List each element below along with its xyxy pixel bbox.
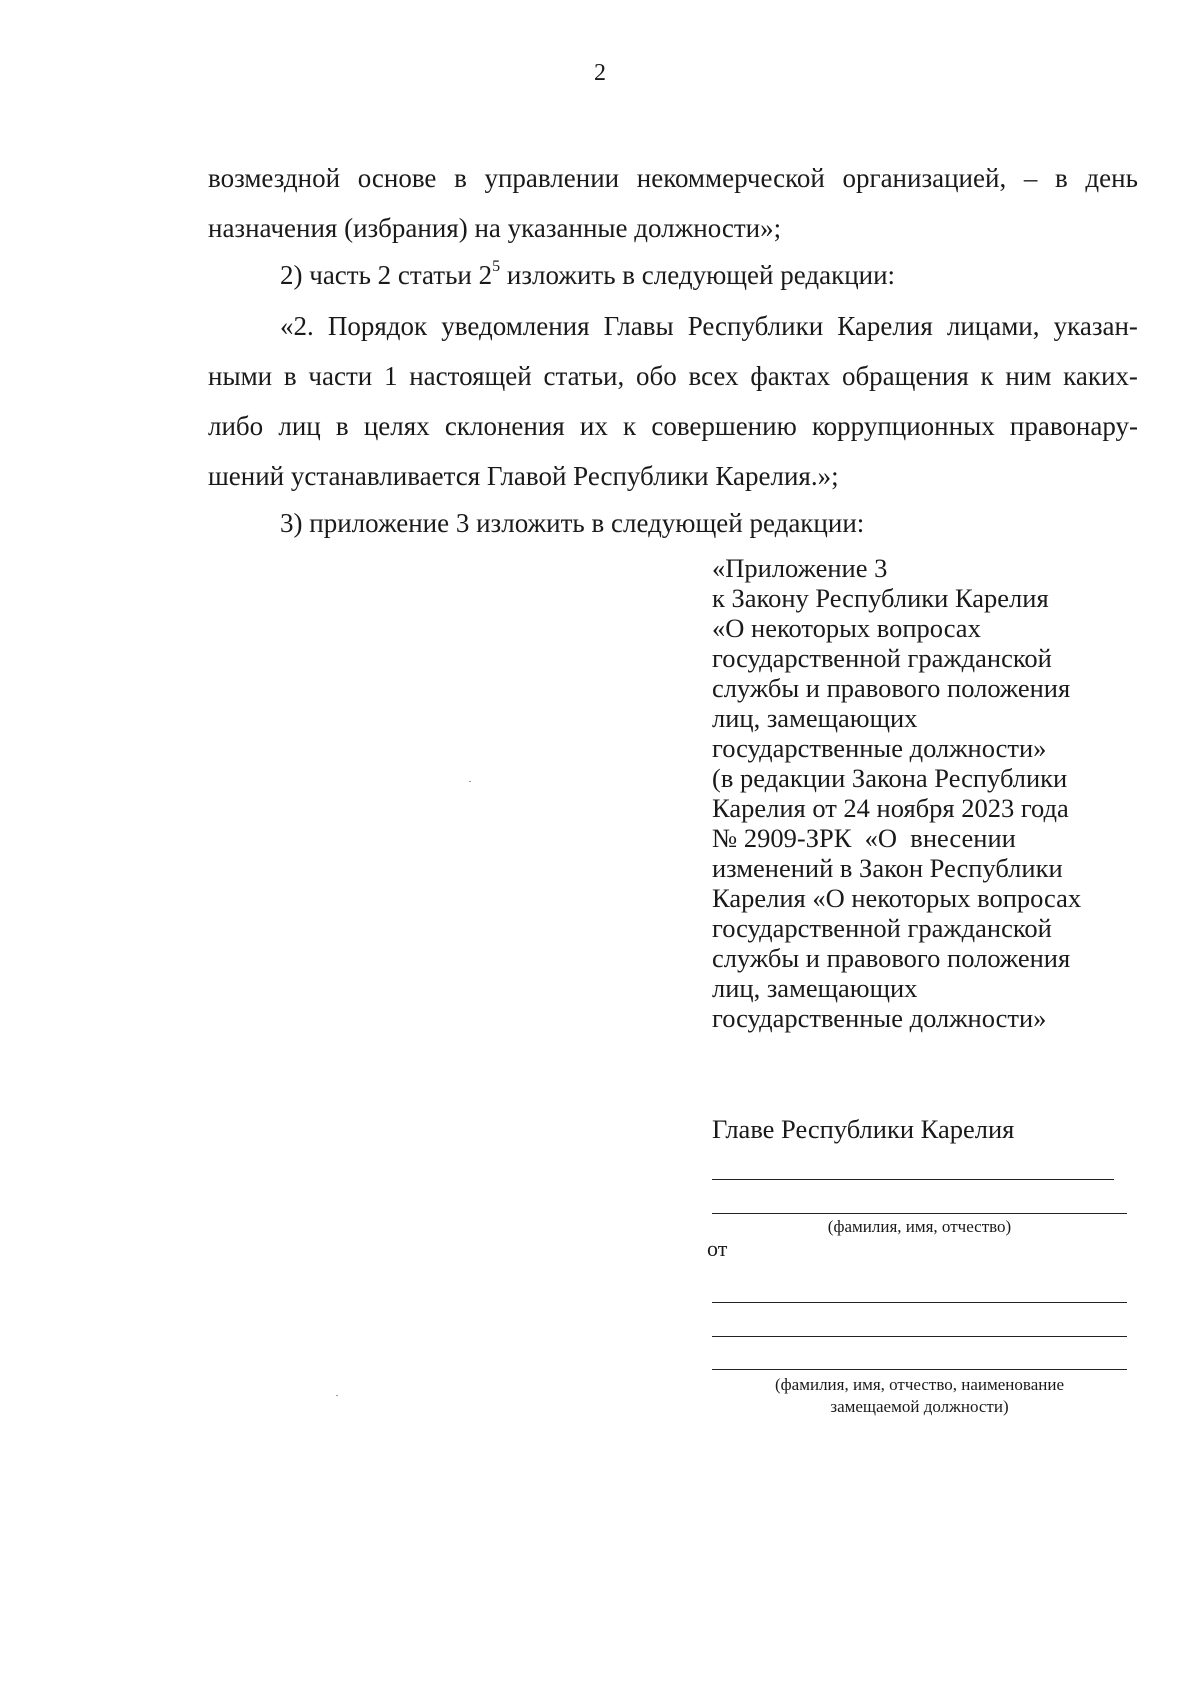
scan-speck bbox=[336, 1395, 338, 1396]
appendix-line: Карелия «О некоторых вопросах bbox=[712, 883, 1082, 913]
word: день bbox=[1085, 163, 1138, 193]
text-line: назначения (избрания) на указанные должности»; bbox=[208, 213, 782, 243]
appendix-line: (в редакции Закона Республики bbox=[712, 763, 1068, 793]
text-line-justified bbox=[208, 401, 1138, 451]
word: целях bbox=[363, 411, 430, 441]
word: правонару- bbox=[1009, 411, 1138, 441]
appendix-heading bbox=[712, 553, 1142, 1033]
scan-speck bbox=[469, 781, 471, 782]
text-line-justified bbox=[208, 153, 1138, 203]
sender-caption bbox=[712, 1374, 1127, 1418]
appendix-line: к Закону Республики Карелия bbox=[712, 583, 1049, 613]
word: «2. bbox=[280, 311, 314, 341]
word: лиц bbox=[278, 411, 321, 441]
text-line-justified bbox=[208, 301, 1138, 351]
appendix-line: «Приложение 3 bbox=[712, 553, 888, 583]
word: каких- bbox=[1063, 361, 1138, 391]
appendix-line: Карелия от 24 ноября 2023 года bbox=[712, 793, 1069, 823]
word: к bbox=[980, 361, 994, 391]
word: статьи, bbox=[543, 361, 625, 391]
word: управлении bbox=[484, 163, 620, 193]
appendix-line: государственные должности» bbox=[712, 1003, 1047, 1033]
word: в bbox=[454, 163, 467, 193]
word: Карелия bbox=[837, 311, 933, 341]
appendix-line: государственные должности» bbox=[712, 733, 1047, 763]
appendix-line: лиц, замещающих bbox=[712, 703, 918, 733]
word: коррупционных bbox=[811, 411, 995, 441]
word: обо bbox=[635, 361, 677, 391]
word: Республики bbox=[687, 311, 824, 341]
paragraph-continuation bbox=[208, 153, 1138, 253]
word: лицами, bbox=[946, 311, 1040, 341]
sender-line-2 bbox=[712, 1336, 1127, 1337]
text-line: шений устанавливается Главой Республики Карелия.»; bbox=[208, 461, 839, 491]
word: всех bbox=[688, 361, 739, 391]
paragraph-item-3: 3) приложение 3 изложить в следующей редакции: bbox=[280, 508, 865, 538]
appendix-line: № 2909-ЗРК «О внесении bbox=[712, 823, 1016, 853]
word: 1 bbox=[383, 361, 398, 391]
item-2-text-start: 2) часть 2 статьи 2 bbox=[280, 260, 493, 290]
sender-caption-line-2: замещаемой должности) bbox=[830, 1397, 1009, 1416]
from-label: от bbox=[707, 1236, 728, 1261]
word: ными bbox=[208, 361, 273, 391]
word: некоммерческой bbox=[636, 163, 825, 193]
superscript-index: 5 bbox=[492, 258, 501, 275]
word: ним bbox=[1005, 361, 1052, 391]
word: либо bbox=[208, 411, 264, 441]
recipient-caption: (фамилия, имя, отчество) bbox=[827, 1217, 1012, 1236]
word: настоящей bbox=[409, 361, 532, 391]
word: их bbox=[579, 411, 608, 441]
appendix-line: службы и правового положения bbox=[712, 673, 1071, 703]
sender-caption-line-1: (фамилия, имя, отчество, наименование bbox=[775, 1375, 1064, 1394]
sender-line-1 bbox=[712, 1302, 1127, 1303]
word: уведомления bbox=[441, 311, 590, 341]
word: Порядок bbox=[327, 311, 428, 341]
appendix-line: лиц, замещающих bbox=[712, 973, 918, 1003]
word: организацией, bbox=[842, 163, 1007, 193]
sender-line-3 bbox=[712, 1369, 1127, 1370]
paragraph-quoted-part-2 bbox=[208, 301, 1138, 501]
word: к bbox=[623, 411, 637, 441]
addressee-label: Главе Республики Карелия bbox=[712, 1114, 1015, 1144]
word: в bbox=[283, 361, 297, 391]
word: обращения bbox=[841, 361, 969, 391]
item-2-text-end: изложить в следующей редакции: bbox=[506, 260, 896, 290]
word: склонения bbox=[444, 411, 565, 441]
word: в bbox=[335, 411, 349, 441]
page-number: 2 bbox=[594, 60, 606, 86]
word: указан- bbox=[1053, 311, 1138, 341]
appendix-line: службы и правового положения bbox=[712, 943, 1071, 973]
word: в bbox=[1055, 163, 1068, 193]
word: возмездной bbox=[208, 163, 341, 193]
paragraph-item-2 bbox=[208, 250, 1200, 300]
appendix-line: изменений в Закон Республики bbox=[712, 853, 1063, 883]
word: совершению bbox=[651, 411, 797, 441]
recipient-name-line-1 bbox=[712, 1179, 1114, 1180]
word: – bbox=[1023, 163, 1038, 193]
word: фактах bbox=[750, 361, 831, 391]
appendix-line: «О некоторых вопросах bbox=[712, 613, 981, 643]
appendix-line: государственной гражданской bbox=[712, 643, 1052, 673]
word: Главы bbox=[603, 311, 674, 341]
text-line-justified bbox=[208, 351, 1138, 401]
word: основе bbox=[357, 163, 437, 193]
recipient-name-line-2 bbox=[712, 1213, 1127, 1214]
word: части bbox=[308, 361, 373, 391]
appendix-line: государственной гражданской bbox=[712, 913, 1052, 943]
